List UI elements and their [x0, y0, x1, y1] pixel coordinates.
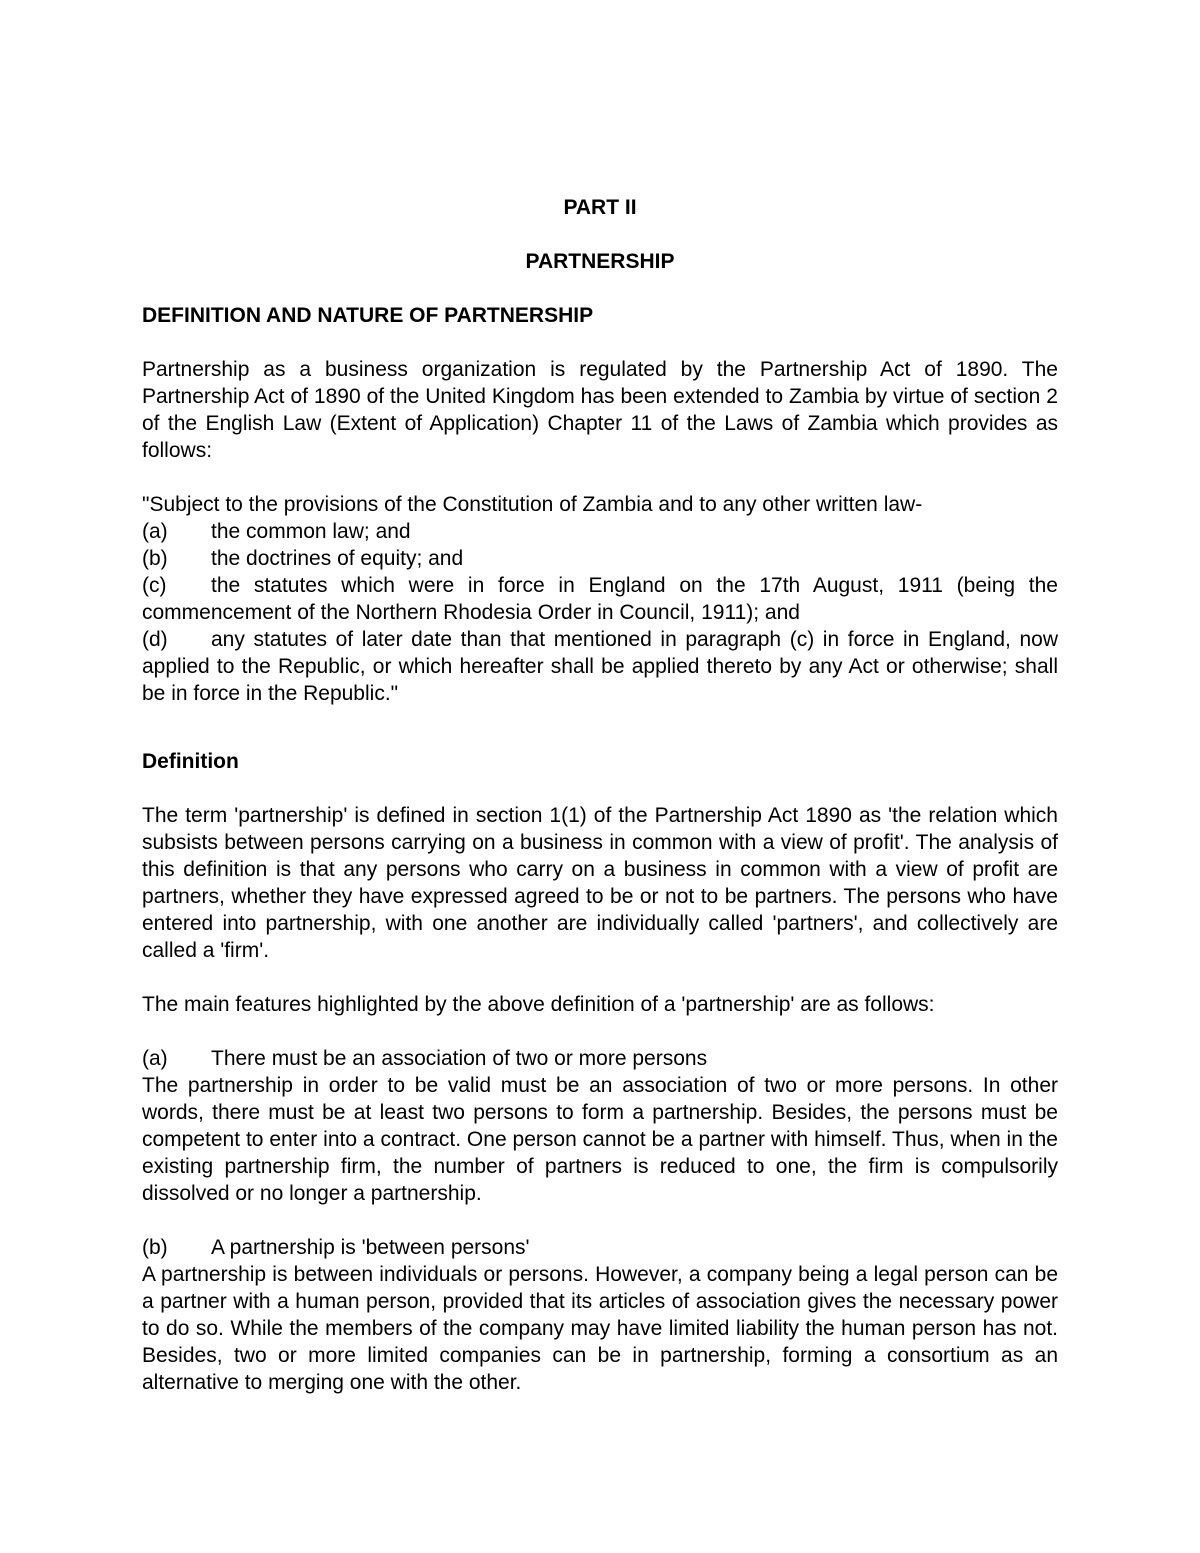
- feature-heading: [142, 1234, 1058, 1261]
- partnership-title: PARTNERSHIP: [525, 250, 675, 273]
- features-intro: The main features highlighted by the above definition of a 'partnership' are as follows:: [142, 993, 935, 1016]
- feature-b: [142, 1234, 1058, 1396]
- feature-body: A partnership is between individuals or persons. However, a company being a legal person can be a partner with a human person, provided that its articles of association gives the necessary power to do so. While the members of the company may have limited liability the human person has not. Besides, two or more limited companies can be in partnership, forming a consortium as an alternative to merging one with the other.: [142, 1263, 1058, 1394]
- quote-intro: "Subject to the provisions of the Constitution of Zambia and to any other written law-: [142, 493, 923, 516]
- quote-item-text: the common law; and: [211, 520, 411, 543]
- quote-item-d: [142, 626, 1058, 707]
- document-page: [142, 194, 1058, 1423]
- feature-label: (a): [142, 1047, 168, 1070]
- quote-item-text: the doctrines of equity; and: [211, 547, 464, 570]
- feature-label: (b): [142, 1236, 168, 1259]
- quote-item-label: (b): [142, 547, 168, 570]
- definition-paragraph: The term 'partnership' is defined in section 1(1) of the Partnership Act 1890 as 'the relation which subsists between persons carrying on a business in common with a view of profit'. The analysis of this definition is that any persons who carry on a business in common with a view of profit are partners, whether they have expressed agreed to be or not to be partners. The persons who have entered into partnership, with one another are individually called 'partners', and collectively are called a 'firm'.: [142, 804, 1058, 962]
- quote-list: [142, 518, 1058, 707]
- feature-heading: [142, 1045, 1058, 1072]
- quote-item-label: (c): [142, 574, 167, 597]
- quote-item-label: (d): [142, 628, 168, 651]
- quote-item-text: the statutes which were in force in England on the 17th August, 1911 (being the commencement of the Northern Rhodesia Order in Council, 1911); and: [142, 574, 1058, 624]
- quote-block: [142, 491, 1058, 707]
- feature-body: The partnership in order to be valid must be an association of two or more persons. In other words, there must be at least two persons to form a partnership. Besides, the persons must be competent to enter into a contract. One person cannot be a partner with himself. Thus, when in the existing partnership firm, the number of partners is reduced to one, the firm is compulsorily dissolved or no longer a partnership.: [142, 1074, 1058, 1205]
- part-title: PART II: [563, 196, 637, 219]
- quote-item-text: any statutes of later date than that mentioned in paragraph (c) in force in England, now applied to the Republic, or which hereafter shall be applied thereto by any Act or otherwise; shall be in force in the Republic.": [142, 628, 1058, 705]
- feature-a: [142, 1045, 1058, 1207]
- intro-paragraph: Partnership as a business organization is regulated by the Partnership Act of 1890. The Partnership Act of 1890 of the United Kingdom has been extended to Zambia by virtue of section 2 of the English Law (Extent of Application) Chapter 11 of the Laws of Zambia which provides as follows:: [142, 358, 1058, 462]
- quote-item-c: [142, 572, 1058, 626]
- quote-item-a: [142, 518, 1058, 545]
- feature-heading-text: A partnership is 'between persons': [211, 1236, 530, 1259]
- quote-item-label: (a): [142, 520, 168, 543]
- feature-heading-text: There must be an association of two or more persons: [211, 1047, 708, 1070]
- quote-item-b: [142, 545, 1058, 572]
- section-heading: DEFINITION AND NATURE OF PARTNERSHIP: [142, 304, 594, 327]
- definition-heading: Definition: [142, 750, 239, 773]
